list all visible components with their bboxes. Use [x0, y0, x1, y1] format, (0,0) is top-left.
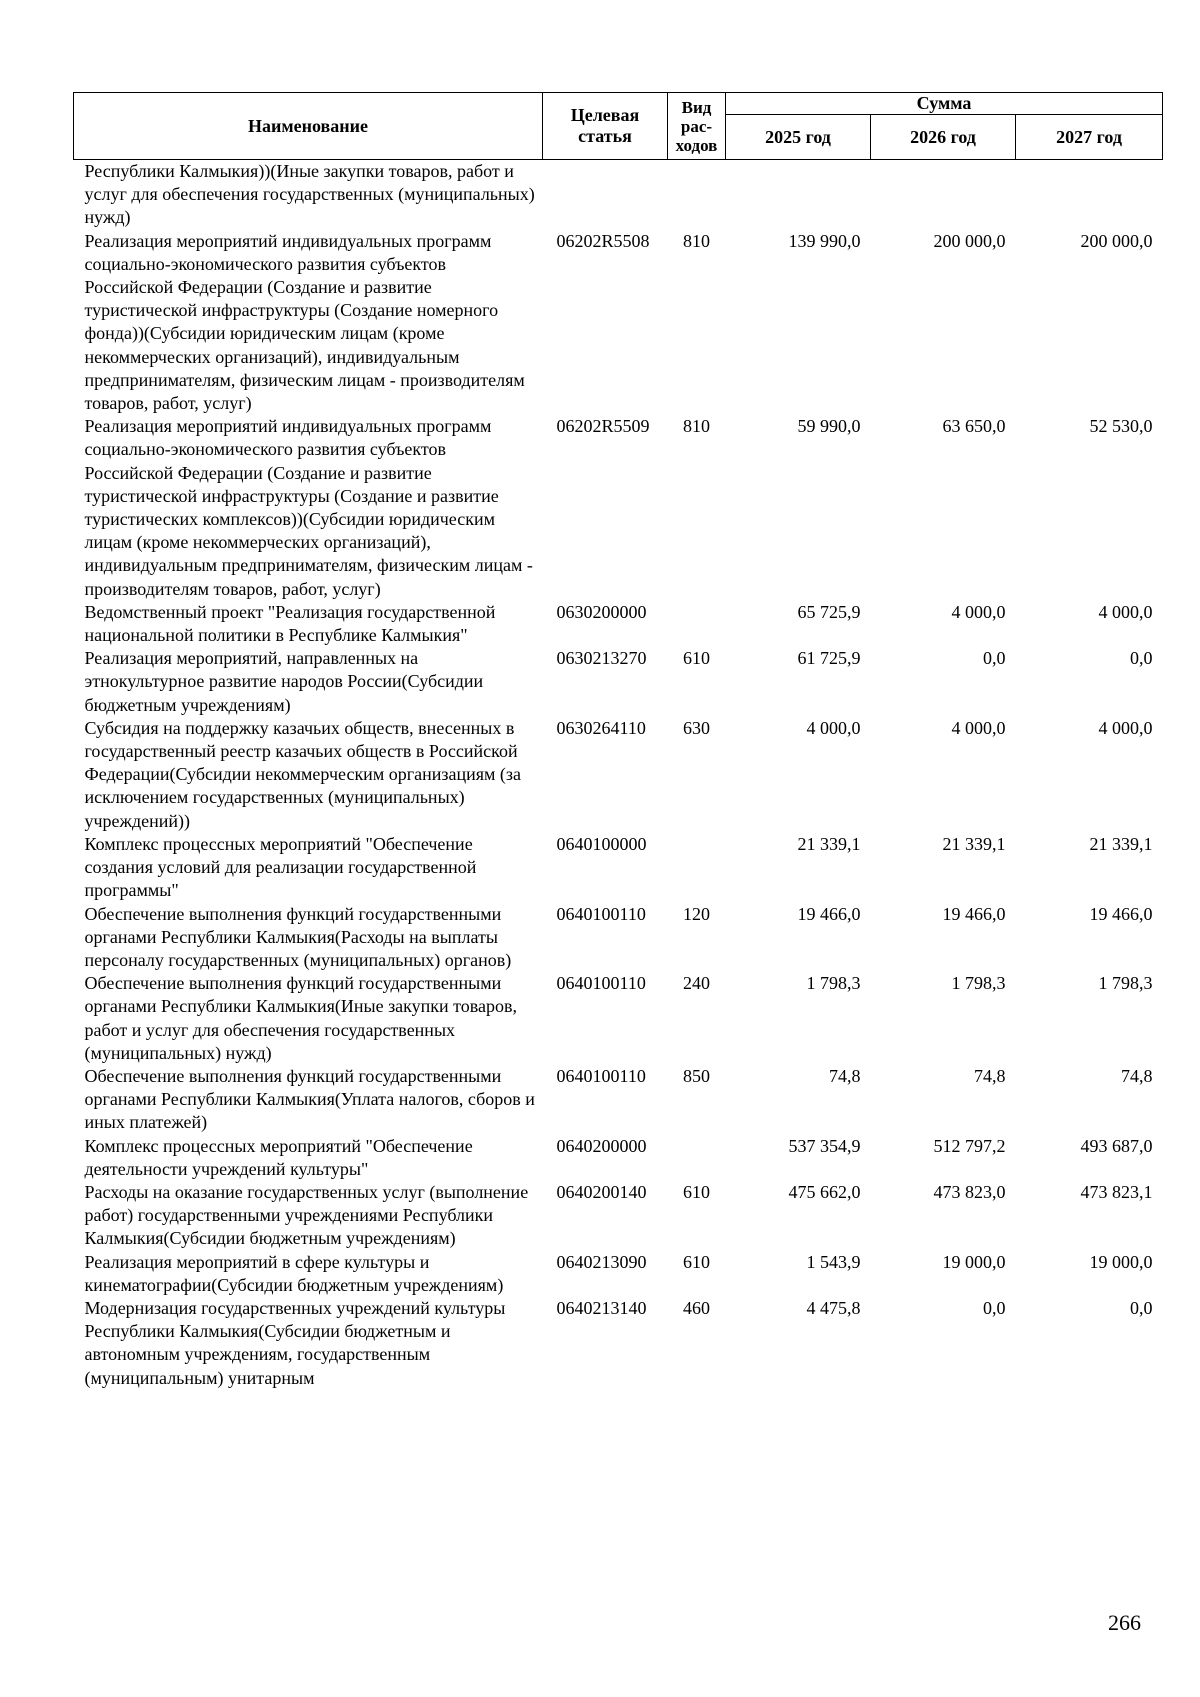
row-expense-type: 610	[683, 1251, 710, 1272]
row-name: Обеспечение выполнения функций государственными органами Республики Калмыкия(Расходы на выплаты персоналу государственных (муниципальных) органов)	[84, 903, 512, 970]
row-sum-2026: 74,8	[974, 1065, 1006, 1086]
row-name: Модернизация государственных учреждений культуры Республики Калмыкия(Субсидии бюджетным и автономным учреждениям, государственным (муниципальным) унитарным	[84, 1297, 506, 1388]
row-target-article: 0640100110	[556, 903, 646, 924]
row-name: Реализация мероприятий, направленных на этнокультурное развитие народов России(Субсидии бюджетным учреждениям)	[84, 648, 484, 715]
table-header	[74, 93, 1163, 160]
header-target-article: Целевая статья	[543, 93, 668, 160]
header-sum: Сумма	[726, 93, 1163, 115]
table-row	[74, 972, 1163, 1065]
row-target-article: 0640213090	[556, 1251, 647, 1272]
row-name: Расходы на оказание государственных услуг (выполнение работ) государственными учреждениями Республики Калмыкия(Субсидии бюджетным учреждениям)	[84, 1181, 529, 1249]
row-sum-2025: 475 662,0	[788, 1181, 861, 1202]
header-year-2027: 2027 год	[1016, 115, 1163, 160]
row-expense-type: 630	[683, 717, 710, 738]
row-sum-2025: 1 543,9	[806, 1251, 861, 1272]
row-expense-type	[668, 160, 726, 230]
row-sum-2027: 19 000,0	[1089, 1251, 1153, 1272]
row-sum-2025: 4 475,8	[806, 1297, 861, 1318]
table-row	[74, 415, 1163, 601]
row-name: Реализация мероприятий в сфере культуры и кинематографии(Субсидии бюджетным учреждениям)	[84, 1251, 504, 1295]
row-name: Обеспечение выполнения функций государственными органами Республики Калмыкия(Иные закупки товаров, работ и услуг для обеспечения государственных (муниципальных) нужд)	[84, 973, 518, 1063]
row-target-article: 0640200000	[556, 1135, 647, 1156]
row-sum-2026: 21 339,1	[942, 833, 1006, 854]
row-sum-2025: 139 990,0	[788, 230, 861, 251]
budget-table	[73, 92, 1163, 1390]
row-sum-2025: 1 798,3	[806, 973, 861, 994]
row-sum-2025: 74,8	[829, 1065, 861, 1086]
row-name: Ведомственный проект "Реализация государственной национальной политики в Республике Калмыкия"	[84, 601, 496, 646]
row-name: Реализация мероприятий индивидуальных программ социально-экономического развития субъектов Российской Федерации (Создание и развитие туристической инфраструктуры (Создание номерного фонда))(Субсидии юридическим лицам (кроме некоммерческих организаций), индивидуальным предпринимателям, физическим лицам - производителям товаров, работ, услуг)	[84, 230, 525, 414]
table-row	[74, 903, 1163, 973]
header-name: Наименование	[74, 93, 543, 160]
table-row	[74, 1065, 1163, 1135]
row-sum-2026: 1 798,3	[951, 973, 1006, 994]
row-name: Субсидия на поддержку казачьих обществ, внесенных в государственный реестр казачьих обществ в Российской Федерации(Субсидии некоммерческим организациям (за исключением государственных (муниципальных) учреждений))	[84, 717, 521, 831]
table-row	[74, 1135, 1163, 1181]
row-target-article: 0640100110	[556, 973, 646, 994]
row-target-article: 06202R5509	[556, 416, 650, 437]
row-sum-2026: 4 000,0	[951, 601, 1006, 622]
table-body	[74, 160, 1163, 1390]
row-target-article: 0640213140	[556, 1297, 647, 1318]
row-target-article: 0630200000	[556, 601, 647, 622]
row-sum-2027: 4 000,0	[1098, 601, 1153, 622]
row-expense-type: 610	[683, 1181, 710, 1202]
row-sum-2025: 61 725,9	[797, 648, 861, 669]
row-sum-2027: 1 798,3	[1098, 973, 1153, 994]
row-sum-2026: 200 000,0	[933, 230, 1006, 251]
row-sum-2027: 0,0	[1130, 1297, 1153, 1318]
row-expense-type: 240	[683, 973, 710, 994]
row-sum-2025: 19 466,0	[797, 903, 861, 924]
table-row	[74, 1251, 1163, 1297]
row-expense-type: 850	[683, 1065, 710, 1086]
row-sum-2027: 4 000,0	[1098, 717, 1153, 738]
row-sum-2027: 74,8	[1121, 1065, 1153, 1086]
row-expense-type: 460	[683, 1297, 710, 1318]
header-year-2026: 2026 год	[871, 115, 1016, 160]
row-sum-2027	[1016, 160, 1163, 230]
table-row	[74, 1297, 1163, 1390]
row-expense-type	[668, 601, 726, 647]
row-sum-2025: 65 725,9	[797, 601, 861, 622]
row-sum-2027: 473 823,1	[1080, 1181, 1153, 1202]
table-row	[74, 717, 1163, 833]
row-expense-type: 120	[683, 903, 710, 924]
table-row	[74, 647, 1163, 717]
row-sum-2025: 21 339,1	[797, 833, 861, 854]
row-sum-2027: 493 687,0	[1080, 1135, 1153, 1156]
header-expense-type: Вид рас-ходов	[668, 93, 726, 160]
row-sum-2026	[871, 160, 1016, 230]
row-sum-2025: 537 354,9	[788, 1135, 861, 1156]
row-sum-2026: 63 650,0	[942, 416, 1006, 437]
row-target-article: 0640100110	[556, 1065, 646, 1086]
row-name: Реализация мероприятий индивидуальных программ социально-экономического развития субъектов Российской Федерации (Создание и развитие туристической инфраструктуры (Создание и развитие туристических комплексов))(Субсидии юридическим лицам (кроме некоммерческих организаций), индивидуальным предпринимателям, физическим лицам - производителям товаров, работ, услуг)	[84, 416, 533, 599]
row-expense-type: 610	[683, 648, 710, 669]
row-target-article: 0630264110	[556, 717, 646, 738]
row-expense-type: 810	[683, 230, 710, 251]
row-sum-2026: 473 823,0	[933, 1181, 1006, 1202]
row-sum-2027: 52 530,0	[1089, 416, 1153, 437]
row-sum-2026: 0,0	[983, 1297, 1006, 1318]
row-target-article: 0630213270	[556, 648, 647, 669]
row-sum-2027: 0,0	[1130, 648, 1153, 669]
row-expense-type	[668, 833, 726, 903]
row-sum-2026: 4 000,0	[951, 717, 1006, 738]
row-target-article: 0640200140	[556, 1181, 647, 1202]
row-target-article: 0640100000	[556, 833, 647, 854]
row-name: Комплекс процессных мероприятий "Обеспечение создания условий для реализации государственной программы"	[84, 833, 477, 901]
row-sum-2026: 0,0	[983, 648, 1006, 669]
row-sum-2026: 19 466,0	[942, 903, 1006, 924]
row-sum-2026: 512 797,2	[933, 1135, 1006, 1156]
row-sum-2027: 200 000,0	[1080, 230, 1153, 251]
table-row	[74, 230, 1163, 416]
table-row	[74, 160, 1163, 230]
row-sum-2027: 21 339,1	[1089, 833, 1153, 854]
row-name: Республики Калмыкия))(Иные закупки товаров, работ и услуг для обеспечения государственных (муниципальных) нужд)	[84, 161, 535, 228]
row-name: Комплекс процессных мероприятий "Обеспечение деятельности учреждений культуры"	[84, 1135, 473, 1179]
header-year-2025: 2025 год	[726, 115, 871, 160]
row-sum-2027: 19 466,0	[1089, 903, 1153, 924]
row-sum-2025: 4 000,0	[806, 717, 861, 738]
table-row	[74, 1181, 1163, 1251]
table-row	[74, 833, 1163, 903]
budget-document	[73, 92, 1162, 1390]
page-number: 266	[1108, 1610, 1141, 1635]
table-row	[74, 601, 1163, 647]
row-expense-type: 810	[683, 416, 710, 437]
row-sum-2025: 59 990,0	[797, 416, 861, 437]
row-expense-type	[668, 1135, 726, 1181]
row-target-article	[543, 160, 668, 230]
row-name: Обеспечение выполнения функций государственными органами Республики Калмыкия(Уплата налогов, сборов и иных платежей)	[84, 1065, 535, 1133]
row-sum-2026: 19 000,0	[942, 1251, 1006, 1272]
row-target-article: 06202R5508	[556, 230, 650, 251]
row-sum-2025	[726, 160, 871, 230]
